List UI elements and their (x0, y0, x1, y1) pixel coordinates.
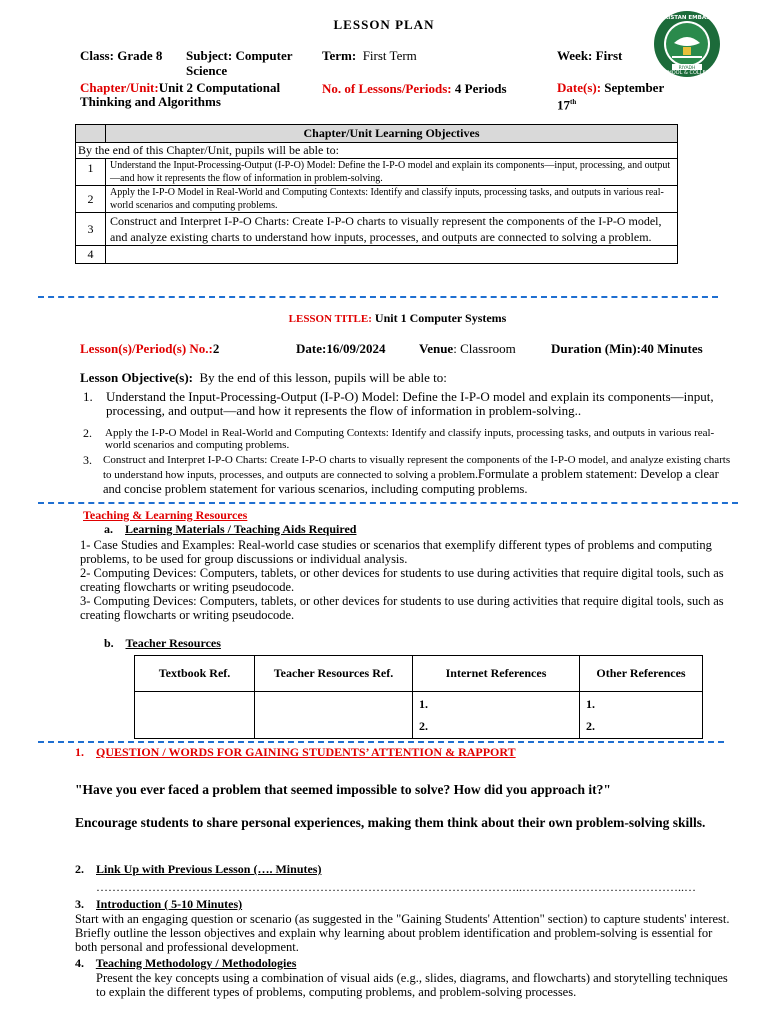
lesson-objective-item: 2. Apply the I-P-O Model in Real-World and Computing Contexts: Identify and classify inputs, processing tasks, and outputs in various real-world scenarios and computing problems. (83, 426, 715, 451)
unit-objectives-table (75, 124, 678, 264)
internet-ref-cell: 1. 2. (413, 692, 580, 739)
introduction-heading: 3. Introduction ( 5-10 Minutes) (75, 897, 243, 911)
lesson-date-field: Date:16/09/2024 (296, 341, 386, 356)
venue-field: Venue: Classroom (419, 341, 516, 356)
logo-bottom-text: SCHOOL & COLLEGE (661, 70, 713, 76)
lesson-objective-item: 3. Construct and Interpret I-P-O Charts: Create I-P-O charts to visually represent the components of the I-P-O model, and analyze existing charts to understand how inputs, processes, and outputs are connected to solving a problem.Formulate a problem statement: Develop a clear and concise problem statement for various scenarios, including computing problems. (83, 453, 731, 496)
material-item: 3- Computing Devices: Computers, tablets, or other devices for students to use during activities that require digital tools, such as creating flowcharts or writing pseudocode. (80, 594, 724, 622)
objective-num: 3 (76, 213, 106, 246)
link-up-heading: 2. Link Up with Previous Lesson (…. Minutes) (75, 862, 322, 876)
methodology-heading: 4. Teaching Methodology / Methodologies (75, 956, 297, 970)
section-divider (38, 296, 718, 298)
dates-field: Date(s): September 17th (557, 80, 665, 113)
col-header: Textbook Ref. (135, 656, 255, 692)
material-item: 1- Case Studies and Examples: Real-world case studies or scenarios that exemplify different types of problems and computing problems, to be used for group discussions or individual analysis. (80, 538, 712, 566)
period-field: Lesson(s)/Period(s) No.:2 (80, 341, 220, 356)
objective-num: 4 (76, 246, 106, 264)
lesson-title: LESSON TITLE: Unit 1 Computer Systems (288, 311, 507, 325)
methodology-text: Present the key concepts using a combination of visual aids (e.g., slides, diagrams, and flowcharts) and storytelling techniques to explain the different types of problems, computing problems, and problem-solving processes. (96, 971, 728, 999)
class-field: Class: Grade 8 (80, 48, 163, 63)
materials-list (80, 538, 740, 622)
introduction-text: Start with an engaging question or scenario (as suggested in the "Gaining Students' Attention" section) to capture students' interest. Briefly outline the lesson objectives and explain why learning about problem identification and problem-solving is essential for both personal and professional development. (75, 912, 730, 954)
week-field: Week: First (557, 48, 623, 63)
logo-ribbon-text: RIYADH (678, 66, 696, 71)
duration-field: Duration (Min):40 Minutes (551, 341, 703, 356)
school-logo (652, 9, 722, 79)
objective-text: Understand the Input-Processing-Output (I-P-O) Model: Define the I-P-O model and explain its components—input, processing, and output—and how it represents the flow of information in problem-solving. (106, 159, 678, 186)
teacher-resources-subheading: b. Teacher Resources (104, 636, 221, 650)
objective-num: 2 (76, 186, 106, 213)
section-divider (38, 502, 738, 504)
link-up-dots: ……………………………………………………………………………………………..…………………………………..… (96, 880, 696, 894)
objectives-table-heading: Chapter/Unit Learning Objectives (106, 125, 678, 143)
page-title: LESSON PLAN (333, 17, 435, 32)
section-divider (38, 741, 724, 743)
lessons-field: No. of Lessons/Periods: 4 Periods (322, 81, 507, 96)
materials-subheading: a. Learning Materials / Teaching Aids Required (104, 522, 357, 536)
textbook-ref-cell (135, 692, 255, 739)
chapter-field: Chapter/Unit:Unit 2 Computational Thinking and Algorithms (80, 80, 281, 109)
term-field: Term: First Term (322, 48, 417, 63)
lesson-objective-item: 1. Understand the Input-Processing-Output (I-P-O) Model: Define the I-P-O model and explain its components—input, processing, and output—and how it represents the flow of information in problem-solving.. (83, 389, 714, 418)
col-header: Internet References (413, 656, 580, 692)
objective-text: Apply the I-P-O Model in Real-World and Computing Contexts: Identify and classify inputs, processing tasks, and outputs in various real-world scenarios and computing problems. (106, 186, 678, 213)
subject-field: Subject: Computer Science (186, 48, 293, 78)
objective-num: 1 (76, 159, 106, 186)
attention-question: "Have you ever faced a problem that seemed impossible to solve? How did you approach it?" (75, 782, 611, 797)
encourage-text: Encourage students to share personal experiences, making them think about their own problem-solving skills. (75, 815, 706, 830)
teacher-resources-table (134, 655, 703, 739)
objective-text: Construct and Interpret I-P-O Charts: Create I-P-O charts to visually represent the components of the I-P-O model, and analyze existing charts to understand how inputs, processes, and outputs are connected to solving a problem. (106, 213, 678, 246)
col-header: Teacher Resources Ref. (255, 656, 413, 692)
lesson-objectives-heading: Lesson Objective(s): By the end of this lesson, pupils will be able to: (80, 370, 447, 385)
material-item: 2- Computing Devices: Computers, tablets, or other devices for students to use during activities that require digital tools, such as creating flowcharts or writing pseudocode. (80, 566, 724, 594)
col-header: Other References (580, 656, 703, 692)
other-ref-cell: 1. 2. (580, 692, 703, 739)
logo-top-text: PAKISTAN EMBASSY (656, 15, 718, 21)
attention-section-heading: 1. QUESTION / WORDS FOR GAINING STUDENTS’ ATTENTION & RAPPORT (75, 745, 516, 759)
objectives-intro: By the end of this Chapter/Unit, pupils will be able to: (76, 143, 678, 159)
objective-text (106, 246, 678, 264)
teacher-ref-cell (255, 692, 413, 739)
resources-heading: Teaching & Learning Resources (83, 508, 248, 522)
